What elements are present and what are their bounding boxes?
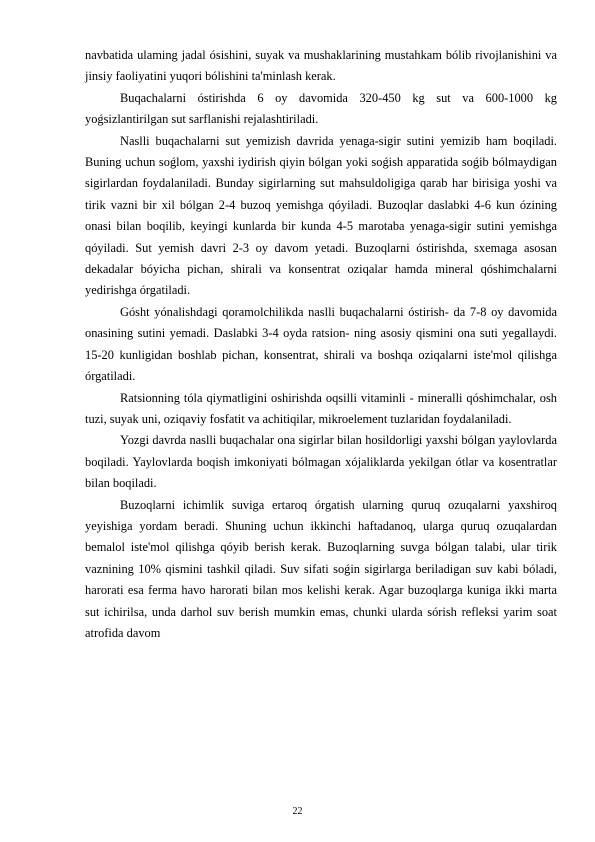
paragraph-summer-grazing: Yozgi davrda naslli buqachalar ona sigirlar bilan hosildorligi yaxshi bólgan yaylovlarda boqiladi. Yaylovlarda boqish imkoniyati bólmagan xójaliklarda yekilgan ótlar va kosentratlar bilan boqiladi. xyxy=(85,433,557,491)
paragraph-milk-consumption: Buqachalarni óstirishda 6 oy davomida 320-450 kg sut va 600-1000 kg yoǵsizlantirilgan sut sarflanishi rejalashtiriladi. xyxy=(85,90,557,127)
document-page xyxy=(85,45,557,644)
page-number: 22 xyxy=(292,806,303,817)
paragraph-nurse-cow-feeding: Naslli buqachalarni sut yemizish davrida yenaga-sigir sutini yemizib ham boqiladi. Buning uchun soǵlom, yaxshi iydirish qiyin bólgan yoki soǵish apparatida soǵib bólmaydigan sigirlardan foydalaniladi. Bunday sigirlarning sut mahsuldoligiga qarab har birisiga yoshi va tirik vazni bir xil bólgan 2-4 buzoq yemishga qóyiladi. Buzoqlar daslabki 4-6 kun ózining onasi bilan boqilib, keyingi kunlarda bir kunda 4-5 marotaba yenaga-sigir sutini yemishga qóyiladi. Sut yemish davri 2-3 oy davom yetadi. Buzoqlarni óstirishda, sxemaga asosan dekadalar bóyicha pichan, shirali va konsentrat oziqalar hamda mineral qóshimchalarni yedirishga órgatiladi. xyxy=(85,133,557,298)
paragraph-ration-supplements: Ratsionning tóla qiymatligini oshirishda oqsilli vitaminli - mineralli qóshimchalar, osh tuzi, suyak uni, oziqaviy fosfatit va achitiqilar, mikroelement tuzlaridan foydalaniladi. xyxy=(85,390,557,426)
paragraph-beef-direction: Gósht yónalishdagi qoramolchilikda naslli buqachalarni óstirish- da 7-8 oy davomida onasining sutini yemadi. Daslabki 3-4 oyda ratsion- ning asosiy qismini ona suti yegallaydi. 15-20 kunligidan boshlab pichan, konsentrat, shirali va boshqa oziqalarni iste'mol qilishga órgatiladi. xyxy=(85,304,557,384)
paragraph-drinking-water: Buzoqlarni ichimlik suviga ertaroq órgatish ularning quruq ozuqalarni yaxshiroq yeyishiga yordam beradi. Shuning uchun ikkinchi haftadanoq, ularga quruq ozuqalardan bemalol iste'mol qilishga qóyib berish kerak. Buzoqlarning suvga bólgan talabi, ular tirik vaznining 10% qismini tashkil qiladi. Suv sifati soǵin sigirlarga beriladigan suv kabi bóladi, harorati esa ferma havo harorati bilan mos kelishi kerak. Agar buzoqlarga kuniga ikki marta sut ichirilsa, unda darhol suv berish mumkin emas, chunki ularda sórish refleksi yarim soat atrofida davom xyxy=(85,497,557,640)
paragraph-continuation: navbatida ulaming jadal ósishini, suyak va mushaklarining mustahkam bólib rivojlanishini va jinsiy faoliyatini yuqori bólishini ta'minlash kerak. xyxy=(85,48,557,84)
